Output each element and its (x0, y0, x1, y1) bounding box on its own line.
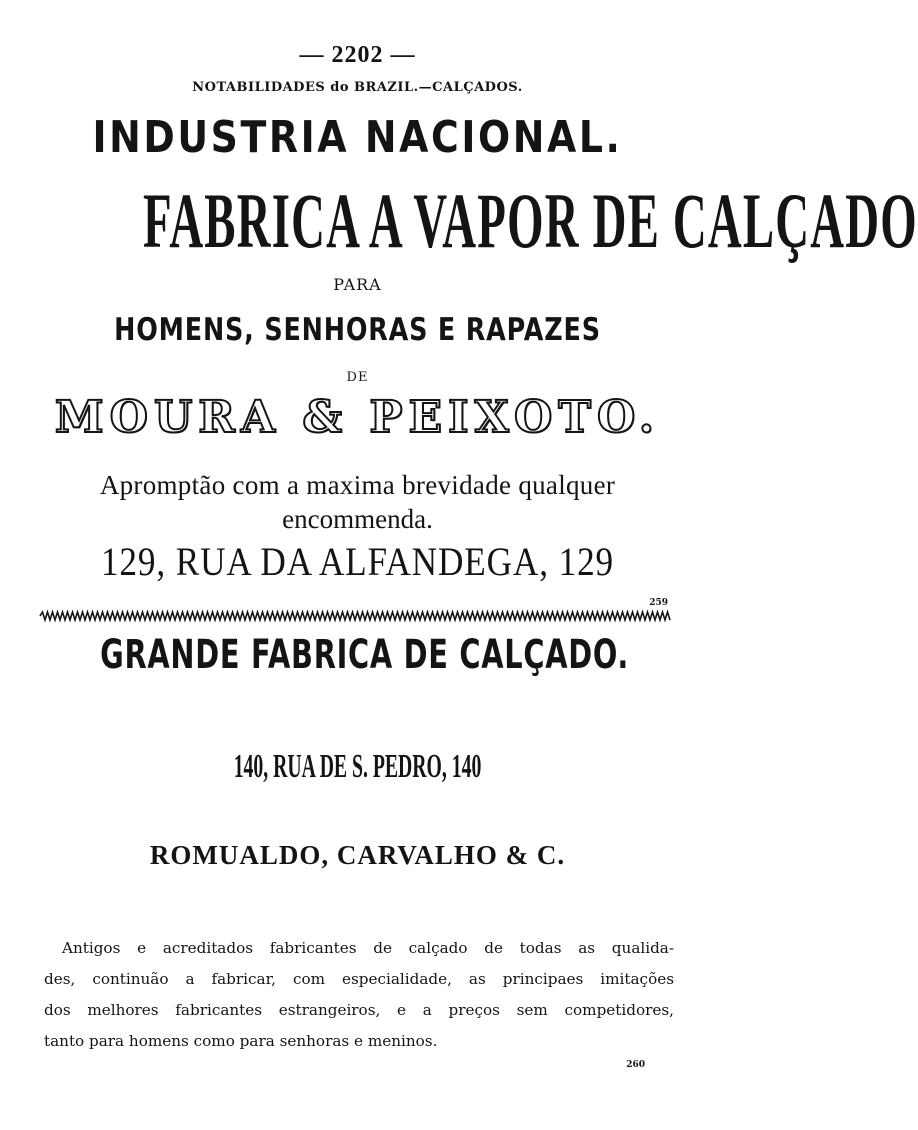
ad1-para-label: PARA (333, 275, 382, 294)
ad1-title-fabrica: FABRICA A VAPOR DE CALÇADO (142, 177, 918, 264)
ad1-company-name: MOURA & PEIXOTO. (54, 392, 661, 443)
section-header: NOTABILIDADES do BRAZIL.—CALÇADOS. (192, 80, 523, 95)
ad1-description-line2: encommenda. (282, 504, 433, 534)
ad2-body-line: des, continuão a fabricar, com especialidade, as principaes imitações (44, 970, 674, 988)
ad2-company-name: ROMUALDO, CARVALHO & C. (149, 840, 566, 870)
ad1-de-label: DE (346, 370, 369, 385)
ad2-body-line: dos melhores fabricantes estrangeiros, e a preços sem competidores, (44, 1001, 674, 1019)
ad2-body-paragraph (44, 933, 674, 1057)
ad2-number: 260 (626, 1060, 645, 1070)
ad1-description-line1: Apromptão com a maxima brevidade qualquer (99, 470, 616, 500)
ad2-body-line: tanto para homens como para senhoras e meninos. (44, 1032, 438, 1050)
ad2-body-line: Antigos e acreditados fabricantes de calçado de todas as qualida- (62, 939, 674, 957)
ad1-address: 129, RUA DA ALFANDEGA, 129 (100, 539, 615, 584)
ad1-number: 259 (649, 598, 668, 608)
ad1-audience: HOMENS, SENHORAS E RAPAZES (114, 312, 601, 348)
page-number: — 2202 — (299, 42, 416, 68)
wavy-divider (40, 610, 668, 622)
ad2-title: GRANDE FABRICA DE CALÇADO. (100, 632, 630, 678)
ad1-title-industria: INDUSTRIA NACIONAL. (92, 112, 623, 163)
ad2-address: 140, RUA DE S. PEDRO, 140 (233, 748, 482, 785)
